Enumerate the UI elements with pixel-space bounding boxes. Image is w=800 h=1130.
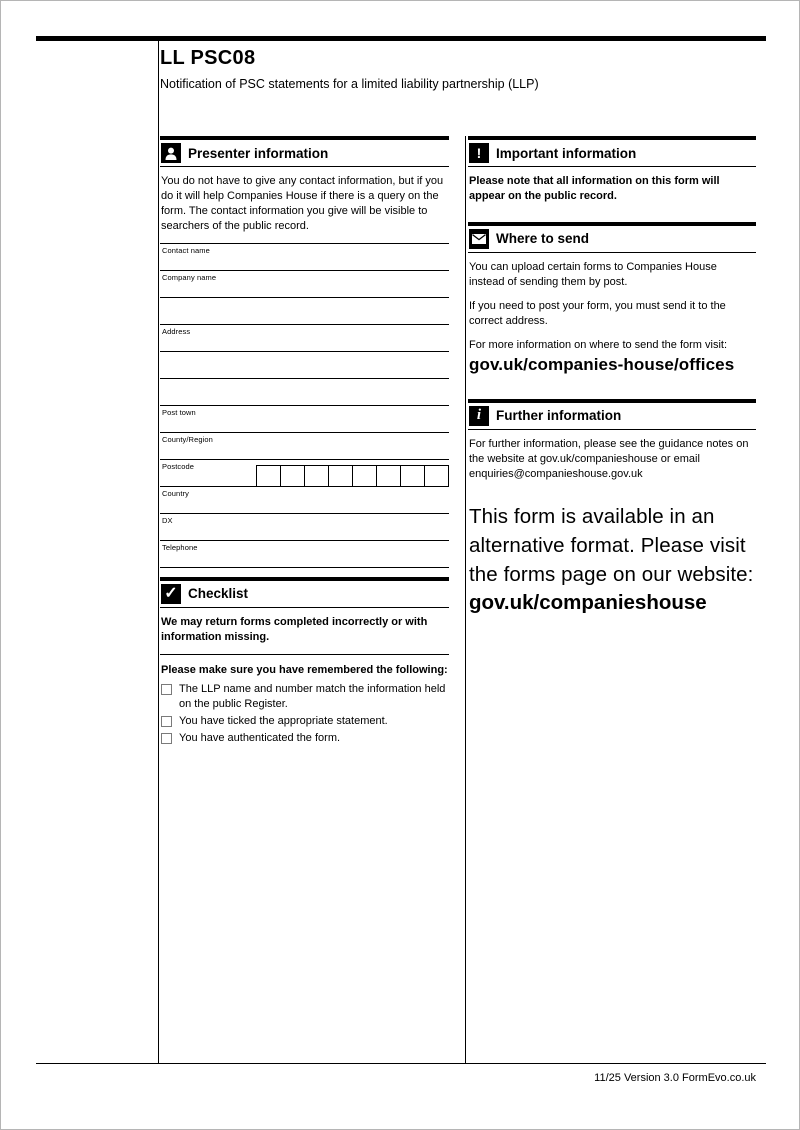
checklist-item-label: You have authenticated the form.	[179, 732, 341, 745]
footer-rule	[36, 1063, 766, 1064]
contact-name-label: Contact name	[162, 245, 210, 255]
left-column-rule	[158, 36, 159, 1063]
telephone-input[interactable]	[160, 551, 449, 566]
where-to-send-p1: You can upload certain forms to Companies House instead of sending them by post.	[469, 260, 717, 288]
where-to-send-p3: For more information on where to send the form visit:	[469, 338, 727, 351]
dx-input[interactable]	[160, 524, 449, 539]
right-column	[468, 136, 756, 615]
post-town-field	[160, 406, 449, 433]
company-name-label: Company name	[162, 272, 217, 282]
where-to-send-section-header	[468, 222, 756, 253]
presenter-title: Presenter information	[188, 145, 329, 161]
checklist-section-header	[160, 577, 449, 608]
postcode-box-1[interactable]	[256, 465, 281, 487]
presenter-fields	[160, 243, 449, 568]
checklist-item	[161, 682, 449, 712]
dx-field	[160, 514, 449, 541]
alternative-format-text: This form is available in an alternative format. Please visit the forms page on our website:	[469, 504, 754, 586]
person-icon	[161, 143, 181, 163]
checklist-warning: We may return forms completed incorrectly or with information missing.	[161, 615, 428, 643]
postcode-box-2[interactable]	[280, 465, 305, 487]
address-input[interactable]	[160, 335, 449, 350]
county-region-input[interactable]	[160, 443, 449, 458]
country-input[interactable]	[160, 497, 449, 512]
postcode-box-7[interactable]	[400, 465, 425, 487]
post-town-input[interactable]	[160, 416, 449, 431]
telephone-field	[160, 541, 449, 568]
company-name-field	[160, 271, 449, 298]
further-info-guidance: For further information, please see the guidance notes on the website at gov.uk/companieshouse or email enquiries@companieshouse.gov.uk	[469, 437, 749, 480]
county-region-label: County/Region	[162, 434, 213, 444]
company-name-line2-input[interactable]	[160, 308, 449, 323]
checklist-item-label: The LLP name and number match the information held on the public Register.	[179, 682, 446, 710]
address-label: Address	[162, 326, 191, 336]
postcode-box-3[interactable]	[304, 465, 329, 487]
postcode-box-5[interactable]	[352, 465, 377, 487]
address-field	[160, 325, 449, 352]
further-info-section-header	[468, 399, 756, 430]
where-to-send-title: Where to send	[496, 231, 590, 247]
address-line3-field	[160, 379, 449, 406]
checklist-item	[161, 714, 449, 729]
checklist-item	[161, 731, 449, 746]
company-name-line2-field	[160, 298, 449, 325]
offices-url: gov.uk/companies-house/offices	[469, 354, 735, 374]
presenter-intro: You do not have to give any contact information, but if you do it will help Companies House if there is a query on the form. The contact information you give will be visible to searchers of the public record.	[161, 175, 444, 232]
checkbox-llp-name[interactable]	[161, 684, 172, 695]
form-header	[160, 47, 720, 91]
checklist-divider	[160, 654, 449, 655]
contact-name-input[interactable]	[160, 254, 449, 269]
info-icon: i	[469, 406, 489, 426]
form-code: LL PSC08	[160, 47, 256, 69]
important-section-header	[468, 136, 756, 167]
checklist-item-label: You have ticked the appropriate statement.	[179, 715, 388, 728]
postcode-box-8[interactable]	[424, 465, 449, 487]
exclamation-icon: !	[469, 143, 489, 163]
left-column	[160, 136, 449, 748]
footer-version-text: 11/25 Version 3.0 FormEvo.co.uk	[594, 1072, 756, 1084]
companieshouse-url: gov.uk/companieshouse	[469, 590, 707, 614]
postcode-box-6[interactable]	[376, 465, 401, 487]
right-column-rule	[465, 136, 466, 1063]
postcode-box-4[interactable]	[328, 465, 353, 487]
important-title: Important information	[496, 145, 637, 161]
postcode-label: Postcode	[162, 461, 195, 471]
dx-label: DX	[162, 515, 173, 525]
checkbox-authenticated[interactable]	[161, 733, 172, 744]
presenter-section-header	[160, 136, 449, 167]
country-field	[160, 487, 449, 514]
envelope-icon	[469, 229, 489, 249]
contact-name-field	[160, 244, 449, 271]
postcode-boxes	[257, 465, 449, 487]
form-title: Notification of PSC statements for a limited liability partnership (LLP)	[160, 77, 539, 91]
county-region-field	[160, 433, 449, 460]
address-line2-field	[160, 352, 449, 379]
address-line2-input[interactable]	[160, 362, 449, 377]
checkmark-icon: ✓	[161, 584, 181, 604]
where-to-send-p2: If you need to post your form, you must send it to the correct address.	[469, 299, 726, 327]
checklist-title: Checklist	[188, 586, 249, 602]
postcode-field	[160, 460, 449, 487]
checklist-items	[160, 682, 449, 747]
telephone-label: Telephone	[162, 542, 198, 552]
company-name-input[interactable]	[160, 281, 449, 296]
post-town-label: Post town	[162, 407, 196, 417]
country-label: Country	[162, 488, 189, 498]
further-info-title: Further information	[496, 408, 622, 424]
address-line3-input[interactable]	[160, 389, 449, 404]
checklist-remember-heading: Please make sure you have remembered the following:	[161, 663, 448, 676]
top-rule	[36, 36, 766, 41]
important-note: Please note that all information on this form will appear on the public record.	[469, 175, 720, 202]
checkbox-ticked-statement[interactable]	[161, 716, 172, 727]
